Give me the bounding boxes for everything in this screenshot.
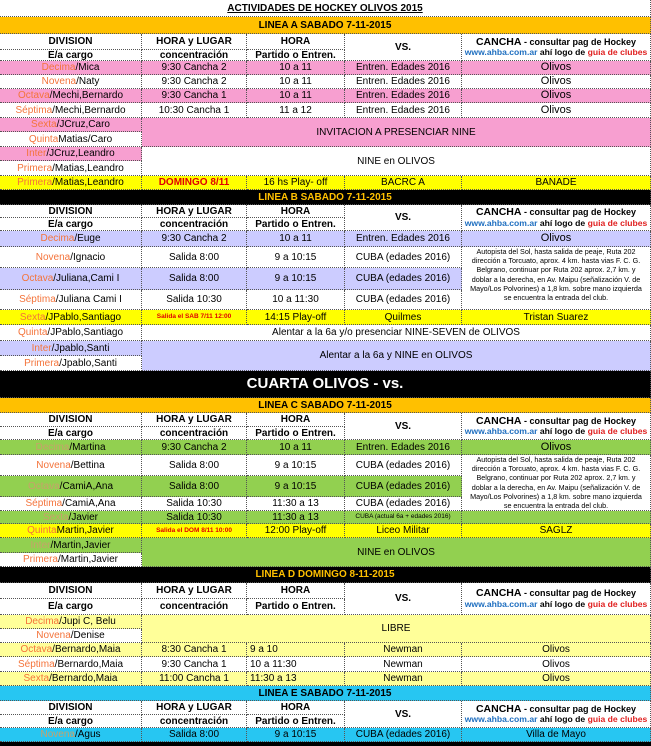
hora-cell: 9 a 10:15 [247,247,345,268]
cargo-name: Mechi,Bernardo [54,104,126,116]
cargo-name: Matias,Leandro [54,162,124,174]
linea-c-title: LINEA C SABADO 7-11-2015 [0,398,651,413]
division-name: Séptima [25,498,63,509]
cargo-name: Juliana Cami I [58,294,122,305]
ahi-logo-text: ahí logo de [537,217,588,228]
division-cell [0,497,142,511]
vs-cell: BACRC A [345,176,462,190]
division-cell [0,103,142,118]
hora-cell: 9 a 10:15 [247,728,345,742]
vs-cell: Newman [345,657,462,672]
empty-cancha-cell [462,511,651,524]
hora-lugar-cell: Salida 10:30 [142,290,247,310]
header-hora: HORA [247,34,345,50]
cargo-name: Martin,Javier [60,554,119,565]
vs-cell: Entren. Edades 2016 [345,103,462,118]
division-separator: / [52,644,55,655]
cancha-cell: Olivos [462,61,651,75]
cargo-name: Mica [78,62,100,73]
cargo-name: Jpablo,Santi [61,357,117,369]
hora-cell: 9 a 10:15 [247,268,345,290]
division-name: Novena [36,630,71,641]
division-cell [0,290,142,310]
cancha-cell: Olivos [462,657,651,672]
guia-clubes-link[interactable]: guia de clubes [587,598,648,609]
division-separator: / [74,729,78,740]
division-separator: / [70,459,74,471]
division-separator: / [45,311,49,323]
vs-cell: CUBA (edades 2016) [345,455,462,476]
division-cell [0,511,142,524]
division-name: Sexta [31,119,57,130]
cargo-name: Martin,Javier [56,525,114,536]
division-cell [0,629,142,643]
hora-cell: 11:30 a 13 [247,672,345,686]
division-separator: / [49,90,53,101]
cancha-label: CANCHA [475,35,522,48]
division-cell [0,147,142,161]
hora-lugar-cell: Salida 8:00 [142,476,247,497]
header-cancha [462,583,651,615]
cargo-name: Javier [71,511,99,523]
vs-cell: Newman [345,643,462,657]
division-name: Novena [36,459,71,471]
hora-cell: 10 a 11 [247,75,345,89]
cargo-name: Martin,Javier [53,539,111,551]
division-separator: / [51,342,55,354]
cancha-cell: BANADE [462,176,651,190]
division-separator: / [49,673,52,684]
hora-lugar-cell: DOMINGO 8/11 [142,176,247,190]
hora-cell: 10 a 11 [247,89,345,103]
header-hora: HORA [247,413,345,427]
header-hora-lugar: HORA y LUGAR [142,34,247,50]
division-name: Séptima [19,294,56,305]
hora-lugar-cell: 10:30 Cancha 1 [142,103,247,118]
header-concentracion: concentración [142,715,247,728]
hora-lugar-cell: 11:00 Cancha 1 [142,672,247,686]
page-title: ACTIVIDADES DE HOCKEY OLIVOS 2015 [0,0,651,17]
division-separator: / [50,539,54,551]
vs-cell: Entren. Edades 2016 [345,89,462,103]
cancha-label: CANCHA [475,414,522,427]
header-hora-lugar: HORA y LUGAR [142,701,247,715]
guia-clubes-link[interactable]: guia de clubes [587,217,648,228]
division-cell [0,476,142,497]
division-separator: / [74,233,78,244]
cancha-cell: Olivos [462,440,651,455]
ahba-link[interactable]: www.ahba.com.ar [464,47,538,58]
division-name: Decima [25,616,60,627]
division-separator: / [57,554,61,565]
division-separator: / [70,630,74,641]
division-separator: / [75,62,79,73]
division-separator: / [52,162,55,174]
header-hora-lugar: HORA y LUGAR [142,413,247,427]
hora-lugar-cell: Salida 10:30 [142,511,247,524]
header-division: DIVISION [0,701,142,715]
division-cell [0,553,142,567]
cancha-consultar: consultar pag de Hockey [529,703,637,714]
cancha-label: CANCHA [475,206,522,218]
division-cell [0,176,142,190]
division-name: Octava [21,273,54,284]
header-concentracion: concentración [142,599,247,615]
division-cell [0,356,142,371]
division-cell [0,161,142,176]
invitacion-nine: INVITACION A PRESENCIAR NINE [142,118,651,147]
header-partido: Partido o Entren. [247,50,345,61]
hora-lugar-cell: Salida 8:00 [142,728,247,742]
cancha-cell: Olivos [462,231,651,247]
hora-lugar-cell: Salida el DOM 8/11 10:00 [142,524,247,538]
vs-cell: Quilmes [345,310,462,325]
guia-clubes-link[interactable]: guia de clubes [587,426,648,437]
cargo-name: Euge [77,233,101,244]
cargo-name: Naty [78,76,100,87]
division-separator: / [59,480,63,492]
cancha-dash: - [521,207,530,217]
division-separator: / [62,498,65,509]
cancha-label: CANCHA [475,702,522,715]
header-cargo: E/a cargo [0,599,142,615]
division-cell [0,75,142,89]
division-separator: / [46,148,50,159]
division-name: Primera [17,177,53,188]
linea-b-title: LINEA B SABADO 7-11-2015 [0,190,651,205]
header-concentracion: concentración [142,427,247,440]
division-cell [0,310,142,325]
vs-cell: Entren. Edades 2016 [345,231,462,247]
cargo-name: JCruz,Leandro [49,148,115,159]
vs-cell: CUBA (actual 6a + edades 2016) [345,511,462,524]
vs-cell: Liceo Militar [345,524,462,538]
hora-lugar-cell: Salida el SAB 7/11 12:00 [142,310,247,325]
header-cancha [462,34,651,61]
header-cargo: E/a cargo [0,715,142,728]
header-cargo: E/a cargo [0,218,142,231]
header-concentracion: concentración [142,218,247,231]
header-vs: VS. [345,34,462,61]
header-hora: HORA [247,583,345,599]
cancha-consultar: consultar pag de Hockey [529,415,637,426]
hora-lugar-cell: 9:30 Cancha 2 [142,61,247,75]
cargo-name: JCruz,Caro [59,119,110,130]
division-name: Octava [17,90,50,101]
linea-d-title: LINEA D DOMINGO 8-11-2015 [0,567,651,583]
division-name: Novena [41,76,77,87]
ahi-logo-text: ahí logo de [537,426,588,437]
hora-cell: 11:30 a 13 [247,511,345,524]
division-name: Quinta [17,327,48,338]
ahi-logo-text: ahí logo de [537,714,588,725]
header-concentracion: concentración [142,50,247,61]
hora-lugar-cell: 9:30 Cancha 2 [142,440,247,455]
division-cell [0,89,142,103]
division-cell [0,118,142,132]
division-name: Séptima [17,658,55,670]
hora-lugar-cell: Salida 8:00 [142,247,247,268]
division-name: Decima [41,62,76,73]
division-cell [0,524,142,538]
division-cell [0,61,142,75]
cancha-consultar: consultar pag de Hockey [529,588,637,598]
division-name: Inter [26,148,47,159]
vs-cell: Entren. Edades 2016 [345,75,462,89]
header-partido: Partido o Entren. [247,427,345,440]
division-name: Sexta [23,673,50,684]
hora-cell: 9 a 10:15 [247,476,345,497]
header-division: DIVISION [0,34,142,50]
division-name: Novena [35,251,71,263]
hora-cell: 9 a 10:15 [247,455,345,476]
division-separator: / [47,327,51,338]
division-name: Octava [20,644,53,655]
cancha-dash: - [521,36,530,47]
header-division: DIVISION [0,583,142,599]
cargo-name: Martina [72,441,106,453]
header-partido: Partido o Entren. [247,218,345,231]
cancha-consultar: consultar pag de Hockey [529,207,637,217]
cargo-name: Jpablo,Santi [54,342,110,354]
vs-cell: Entren. Edades 2016 [345,61,462,75]
cargo-name: Agus [77,729,101,740]
ahba-link[interactable]: www.ahba.com.ar [464,217,538,228]
linea-e-title: LINEA E SABADO 7-11-2015 [0,686,651,701]
header-hora: HORA [247,205,345,218]
ahba-link[interactable]: www.ahba.com.ar [464,426,538,437]
cancha-dash: - [521,588,530,598]
cancha-cell: Olivos [462,672,651,686]
division-cell [0,657,142,672]
header-cancha [462,413,651,440]
division-cell [0,728,142,742]
header-cancha [462,701,651,728]
division-cell [0,132,142,147]
vs-cell: CUBA (edades 2016) [345,247,462,268]
cargo-name: Jupi C, Belu [61,616,116,627]
header-hora: HORA [247,701,345,715]
nine-en-olivos: NINE en OLIVOS [142,147,651,176]
hora-cell: 10 a 11:30 [247,657,345,672]
cargo-name: CamiA,Ana [64,498,116,509]
cargo-name: Juliana,Cami I [56,273,120,284]
hora-cell: 10 a 11 [247,440,345,455]
cargo-name: Mechi,Bernardo [52,90,124,101]
division-cell [0,247,142,268]
division-name: Primera [22,554,58,565]
cancha-subtitle [465,715,648,724]
cancha-subtitle [465,48,648,57]
division-separator: / [56,119,60,130]
hora-lugar-cell: 9:30 Cancha 2 [142,231,247,247]
cancha-cell: Olivos [462,89,651,103]
header-cargo: E/a cargo [0,427,142,440]
directions-cell: Autopista del Sol, hasta salida de peaje, Ruta 202 dirección a Torcuato, aprox. 4 km. hasta vias F. C. G. Belgrano, continuar por Ruta 202 aprox. 2,7 km. y doblar a la derecha, en Av. Maipu (señalización V. de Mayo/Los Polvorines) a 1,8 km. sobre mano izquierda se encuentra la entrada del club. [462,247,651,310]
ahba-link[interactable]: www.ahba.com.ar [464,598,538,609]
division-name: Sexta [19,311,46,323]
division-cell [0,455,142,476]
division-separator: / [52,177,55,188]
hora-lugar-cell: 8:30 Cancha 1 [142,643,247,657]
hora-cell: 11:30 a 13 [247,497,345,511]
division-cell [0,341,142,356]
division-cell [0,440,142,455]
division-separator: / [59,357,62,369]
libre-cell: LIBRE [142,615,651,643]
division-name: Primera [17,162,53,174]
header-hora-lugar: HORA y LUGAR [142,205,247,218]
hora-cell: 10 a 11 [247,61,345,75]
division-separator: / [69,441,73,453]
division-cell [0,615,142,629]
header-cancha [462,205,651,231]
division-name: Novena [40,729,75,740]
cargo-name: Bernardo,Maia [51,673,118,684]
cargo-name: Bernardo,Maia [57,658,124,670]
guia-clubes-link[interactable]: guia de clubes [587,47,648,58]
division-separator: / [53,273,57,284]
vs-cell: CUBA (edades 2016) [345,728,462,742]
header-hora-lugar: HORA y LUGAR [142,583,247,599]
division-name: Decima [35,441,70,453]
cancha-subtitle [465,427,648,436]
cargo-name: CamiA,Ana [62,480,114,492]
header-division: DIVISION [0,413,142,427]
header-partido: Partido o Entren. [247,599,345,615]
cargo-name: Matias,Leandro [54,177,124,188]
hora-lugar-cell: Salida 10:30 [142,497,247,511]
hora-cell: 10 a 11 [247,231,345,247]
cargo-name: Bernardo,Maia [54,644,121,655]
cancha-cell: Olivos [462,75,651,89]
header-vs: VS. [345,583,462,615]
cancha-label: CANCHA [475,587,522,599]
hora-cell: 11 a 12 [247,103,345,118]
hora-lugar-cell: 9:30 Cancha 2 [142,75,247,89]
hora-lugar-cell: 9:30 Cancha 1 [142,89,247,103]
division-cell [0,643,142,657]
header-division: DIVISION [0,205,142,218]
division-cell [0,538,142,553]
hora-cell: 9 a 10 [247,643,345,657]
division-separator: / [59,616,62,627]
vs-cell: CUBA (edades 2016) [345,476,462,497]
alentar-quinta: Alentar a la 6a y/o presenciar NINE-SEVEN de OLIVOS [142,325,651,341]
division-name: Octava [27,480,60,492]
cancha-subtitle [465,219,648,228]
vs-cell: CUBA (edades 2016) [345,290,462,310]
division-separator: / [70,251,73,263]
ahi-logo-text: ahí logo de [537,598,588,609]
cancha-consultar: consultar pag de Hockey [529,36,637,47]
vs-cell: Entren. Edades 2016 [345,440,462,455]
cancha-dash: - [521,703,530,714]
division-separator: / [54,658,58,670]
hora-lugar-cell: 9:30 Cancha 1 [142,657,247,672]
cargo-name: Ignacio [73,251,106,263]
cancha-subtitle [465,600,648,609]
division-separator: / [68,511,72,523]
cancha-cell: Olivos [462,103,651,118]
division-cell [0,231,142,247]
division-separator: / [52,104,55,116]
header-vs: VS. [345,205,462,231]
ahi-logo-text: ahí logo de [537,47,588,58]
division-name: Quinta [28,133,59,145]
cancha-dash: - [521,415,530,426]
division-cell [0,672,142,686]
hora-lugar-cell: Salida 8:00 [142,268,247,290]
cuarta-title: CUARTA OLIVOS - vs. [0,371,651,398]
cancha-cell: Villa de Mayo [462,728,651,742]
cancha-cell: SAGLZ [462,524,651,538]
directions-cell-c: Autopista del Sol, hasta salida de peaje, Ruta 202 dirección a Torcuato, aprox. 4 km. hasta vias F. C. G. Belgrano, continuar por Ruta 202 aprox. 2,7 km. y doblar a la derecha, en Av. Maipu (señalización V. de Mayo/Los Polvorines) a 1,8 km. sobre mano izquierda se encuentra la entrada del club. [462,455,651,511]
division-name: Primera [24,357,60,369]
division-cell [0,325,142,341]
cargo-name: Matias/Caro [58,133,113,145]
hora-cell: 14:15 Play-off [247,310,345,325]
hora-cell: 16 hs Play- off [247,176,345,190]
division-name: Séptima [15,104,53,116]
hora-cell: 12:00 Play-off [247,524,345,538]
cargo-name: Bettina [73,459,105,471]
cargo-name: JPablo,Santiago [50,327,124,338]
hora-lugar-cell: Salida 8:00 [142,455,247,476]
header-vs: VS. [345,701,462,728]
nine-en-olivos-c: NINE en OLIVOS [142,538,651,567]
division-name: Inter [30,539,51,551]
division-name: Sexta [42,511,69,523]
division-name: Inter [31,342,52,354]
header-partido: Partido o Entren. [247,715,345,728]
division-name: Quinta [27,525,57,536]
hora-cell: 10 a 11:30 [247,290,345,310]
division-name: Decima [40,233,75,244]
vs-cell: CUBA (edades 2016) [345,497,462,511]
guia-clubes-link[interactable]: guia de clubes [587,714,648,725]
alentar-inter: Alentar a la 6a y NINE en OLIVOS [142,341,651,371]
header-cargo: E/a cargo [0,50,142,61]
vs-cell: CUBA (edades 2016) [345,268,462,290]
vs-cell: Newman [345,672,462,686]
cargo-name: JPablo,Santiago [48,311,122,323]
header-vs: VS. [345,413,462,440]
cancha-cell: Olivos [462,643,651,657]
cargo-name: Denise [73,630,105,641]
division-cell [0,268,142,290]
division-separator: / [76,76,79,87]
ahba-link[interactable]: www.ahba.com.ar [464,714,538,725]
linea-a-title: LINEA A SABADO 7-11-2015 [0,17,651,34]
division-separator: / [55,294,59,305]
cancha-cell: Tristan Suarez [462,310,651,325]
